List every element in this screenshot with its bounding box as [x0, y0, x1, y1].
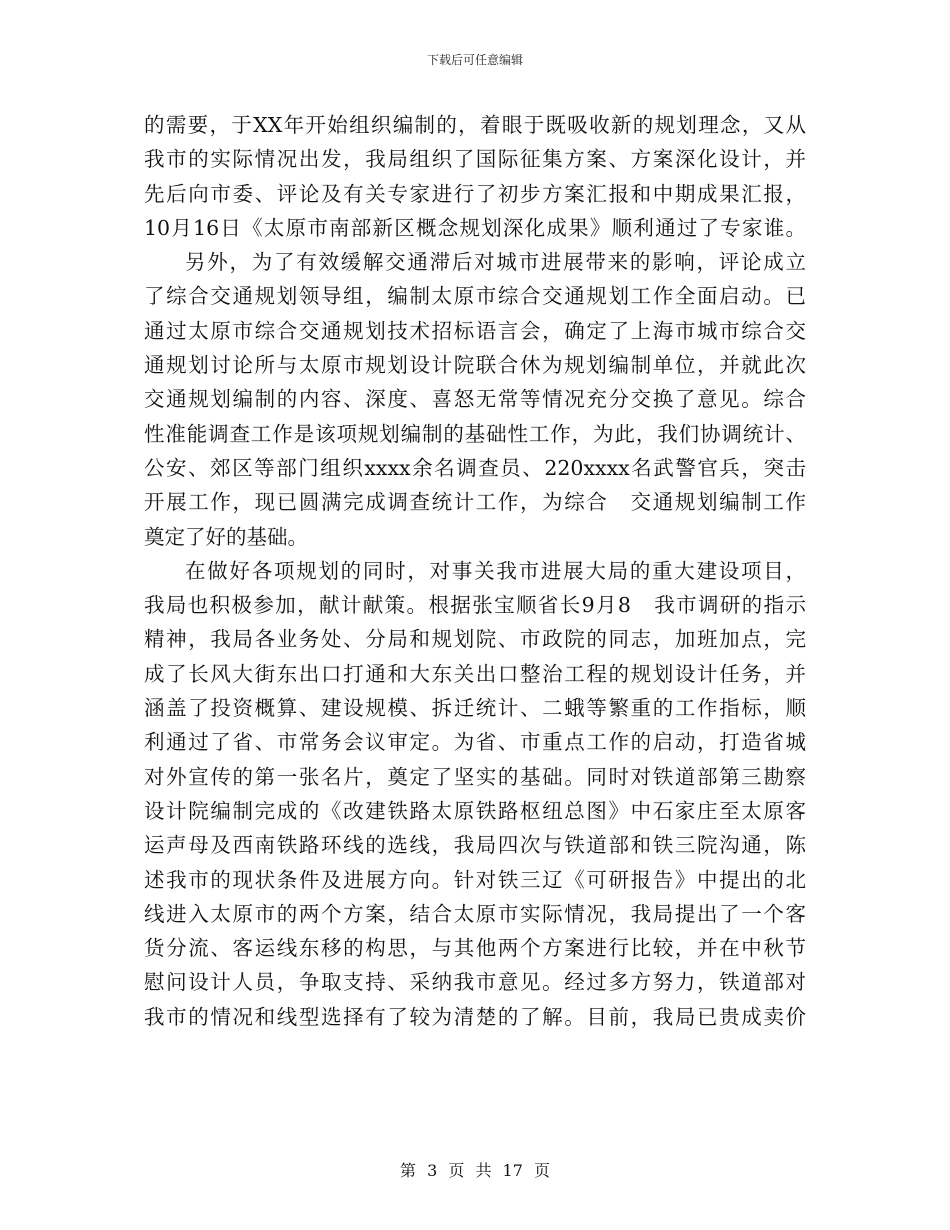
text-line: 性准能调查工作是该项规划编制的基础性工作，为此，我们协调统计、	[144, 421, 806, 446]
text-line: 设计院编制完成的《改建铁路太原铁路枢纽总图》中石家庄至太原客	[144, 798, 806, 823]
text-line: 10月16日《太原市南部新区概念规划深化成果》顺利通过了专家谁。	[144, 215, 806, 240]
text-line: 货分流、客运线东移的构思，与其他两个方案进行比较，并在中秋节	[144, 936, 806, 961]
text-line: 另外，为了有效缓解交通滞后对城市进展带来的影响，评论成立	[185, 250, 806, 275]
text-line: 涵盖了投资概算、建设规模、拆迁统计、二蛾等繁重的工作指标，顺	[144, 696, 806, 721]
text-line: 在做好各项规划的同时，对事关我市进展大局的重大建设项目，	[185, 558, 806, 583]
body-text	[144, 108, 806, 1034]
text-line: 成了长风大街东出口打通和大东关出口整治工程的规划设计任务，并	[144, 661, 806, 686]
text-line: 我局也积极参加，献计献策。根据张宝顺省长9月8 我市调研的指示	[144, 593, 806, 618]
text-line: 对外宣传的第一张名片，奠定了坚实的基础。同时对铁道部第三勘察	[144, 764, 806, 789]
text-line: 奠定了好的基础。	[144, 524, 308, 549]
paragraph	[144, 108, 806, 245]
text-line: 精神，我局各业务处、分局和规划院、市政院的同志，加班加点，完	[144, 627, 806, 652]
text-line: 线进入太原市的两个方案，结合太原市实际情况，我局提出了一个客	[144, 901, 806, 926]
text-line: 我市的情况和线型选择有了较为清楚的了解。目前，我局已贵成卖价	[144, 1004, 806, 1029]
paragraph	[144, 554, 806, 1034]
page-header: 下载后可任意编辑	[426, 53, 523, 67]
text-line: 通规划讨论所与太原市规划设计院联合休为规划编制单位，并就此次	[144, 353, 806, 378]
text-line: 交通规划编制的内容、深度、喜怒无常等情况充分交换了意见。综合	[144, 387, 806, 412]
page-number-footer: 第 3 页 共 17 页	[400, 1161, 550, 1180]
text-line: 通过太原市综合交通规划技术招标语言会，确定了上海市城市综合交	[144, 318, 806, 343]
text-line: 我市的实际情况出发，我局组织了国际征集方案、方案深化设计，并	[144, 147, 806, 172]
text-line: 先后向市委、评论及有关专家进行了初步方案汇报和中期成果汇报，	[144, 181, 806, 206]
text-line: 述我市的现状条件及进展方向。针对铁三辽《可研报告》中提出的北	[144, 867, 806, 892]
text-line: 慰问设计人员，争取支持、采纳我市意见。经过多方努力，铁道部对	[144, 970, 806, 995]
text-line: 的需要，于XX年开始组织编制的，着眼于既吸收新的规划理念，又从	[144, 113, 806, 137]
text-line: 公安、郊区等部门组织xxxx余名调查员、220xxxx名武警官兵，突击	[144, 455, 806, 480]
text-line: 利通过了省、市常务会议审定。为省、市重点工作的启动，打造省城	[144, 730, 806, 755]
text-line: 运声母及西南铁路环线的选线，我局四次与铁道部和铁三院沟通，陈	[144, 833, 806, 858]
text-line: 了综合交通规划领导组，编制太原市综合交通规划工作全面启动。已	[144, 284, 806, 309]
text-line: 开展工作，现已圆满完成调查统计工作，为综合 交通规划编制工作	[144, 490, 806, 515]
paragraph	[144, 245, 806, 554]
